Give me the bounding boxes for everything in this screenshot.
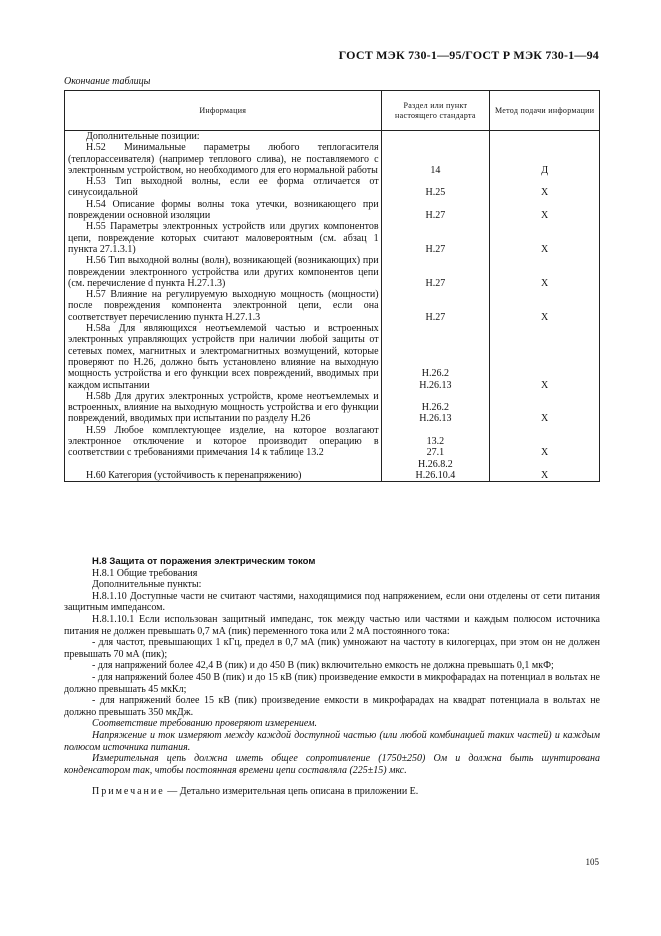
row-information: H.54 Описание формы волны тока утечки, возникающего при повреждении основной изоляции <box>65 199 382 222</box>
table-row <box>65 323 600 391</box>
section-ref: H.27 <box>425 243 446 255</box>
row-section <box>381 425 490 459</box>
row-section <box>381 142 490 176</box>
additional-positions-label: Дополнительные позиции: <box>65 131 382 143</box>
row-section <box>381 221 490 255</box>
row-information: H.56 Тип выходной волны (волн), возникающей (возникающих) при повреждении электронного устройства или других компонентов цепи (см. перечисление d пункта H.27.1.3) <box>65 255 382 289</box>
paragraph: - для напряжений более 15 кВ (пик) произведение емкости в микрофарадах на квадрат потенциала в вольтах не должно превышать 350 мкДж. <box>64 695 600 718</box>
row-method: X <box>490 391 600 425</box>
row-information: H.53 Тип выходной волны, если ее форма отличается от синусоидальной <box>65 176 382 199</box>
row-method: X <box>490 199 600 222</box>
table-row <box>65 391 600 425</box>
paragraph: H.8.1.10.1 Если использован защитный импеданс, ток между частью или частями и каждым полюсом источника питания не должен превышать 0,7 мА (пик) переменного тока или 2 мА постоянного тока: <box>64 613 600 637</box>
section-ref: H.27 <box>425 210 446 222</box>
table-row <box>65 425 600 459</box>
row-section <box>381 255 490 289</box>
page-number: 105 <box>585 857 599 867</box>
table-row <box>65 142 600 176</box>
table-caption: Окончание таблицы <box>64 76 151 87</box>
section-ref: H.27 <box>425 311 446 323</box>
row-information: H.55 Параметры электронных устройств или других компонентов цепи, повреждение которых считают маловероятным (см. абзац 1 пункта 27.1.3.1) <box>65 221 382 255</box>
section-ref: H.27 <box>425 277 446 289</box>
section-ref: 27.1 <box>426 447 445 459</box>
information-table <box>64 90 600 482</box>
table-row <box>65 199 600 222</box>
table-row <box>65 221 600 255</box>
document-body <box>64 556 600 798</box>
row-method: X <box>490 255 600 289</box>
document-header: ГОСТ МЭК 730-1—95/ГОСТ Р МЭК 730-1—94 <box>338 48 599 62</box>
row-section <box>381 391 490 425</box>
note-text: — Детально измерительная цепь описана в приложении E. <box>164 786 419 798</box>
paragraph: - для напряжений более 42,4 В (пик) и до 450 В (пик) включительно емкость не должна превышать 0,1 мкФ; <box>92 660 554 672</box>
paragraph: - для частот, превышающих 1 кГц, предел в 0,7 мА (пик) умножают на частоту в килогерцах, при этом он не должен превышать 70 мА (пик); <box>64 637 600 660</box>
italic-paragraph: Измерительная цепь должна иметь общее сопротивление (1750±250) Ом и должна быть шунтирована конденсатором так, чтобы постоянная времени цепи составляла (225±15) мкс. <box>64 753 600 776</box>
table-row <box>65 176 600 199</box>
row-method: Д <box>490 142 600 176</box>
table-row <box>65 255 600 289</box>
row-method: X <box>490 459 600 482</box>
section-title: H.8 Защита от поражения электрическим током <box>92 556 316 567</box>
section-ref: H.26.13 <box>419 379 452 391</box>
column-header-method: Метод подачи информации <box>490 91 600 131</box>
section-ref: H.25 <box>425 187 446 199</box>
row-method: X <box>490 289 600 323</box>
row-section <box>381 289 490 323</box>
row-section <box>381 199 490 222</box>
note <box>64 786 600 798</box>
section-ref: H.26.13 <box>419 413 452 425</box>
paragraph: - для напряжений более 450 В (пик) и до 15 кВ (пик) произведение емкости в микрофарадах на потенциал в вольтах не должно превышать 45 мкКл; <box>64 671 600 695</box>
row-method: X <box>490 425 600 459</box>
row-information: H.58a Для являющихся неотъемлемой частью и встроенных электронных управляющих устройств при наличии любой защиты от сетевых помех, магнитных и электромагнитных возмущений, которые проверяют по H.26, должно быть установлено влияние на выходную мощность устройства и его функции всех повреждений, вводимых при каждом испытании <box>65 323 382 391</box>
column-header-information: Информация <box>65 91 382 131</box>
section-ref: 14 <box>430 164 441 176</box>
section-ref: 13.2 <box>426 436 445 448</box>
paragraph: H.8.1.10 Доступные части не считают частями, находящимися под напряжением, если они отделены от сети питания защитным импедансом. <box>64 590 600 614</box>
row-method: X <box>490 221 600 255</box>
italic-paragraph: Соответствие требованию проверяют измерением. <box>92 718 317 730</box>
row-information: H.60 Категория (устойчивость к перенапряжению) <box>65 459 382 482</box>
section-ref: H.26.10.4 <box>415 469 456 481</box>
row-section <box>381 176 490 199</box>
row-method: X <box>490 176 600 199</box>
paragraph: Дополнительные пункты: <box>92 579 202 591</box>
row-information: H.59 Любое комплектующее изделие, на которое возлагают электронное отключение и которое производит операцию в соответствии с требованиями примечания 14 к таблице 13.2 <box>65 425 382 459</box>
row-information: H.57 Влияние на регулируемую выходную мощность (мощности) после повреждения компонента электронной цепи, если она соответствует перечислению пункта H.27.1.3 <box>65 289 382 323</box>
row-section <box>381 459 490 482</box>
italic-paragraph: Напряжение и ток измеряют между каждой доступной частью (или любой комбинацией таких частей) и каждым полюсом источника питания. <box>64 729 600 753</box>
row-information: H.52 Минимальные параметры любого теплогасителя (теплорассеивателя) (например теплового слива), не поставляемого с электронным устройством, но необходимого для его нормальной работы <box>65 142 382 176</box>
table-row <box>65 459 600 482</box>
note-label: Примечание <box>92 786 165 798</box>
column-header-section: Раздел или пункт настоящего стандарта <box>381 91 490 131</box>
table-row <box>65 289 600 323</box>
section-ref: H.26.8.2 <box>418 458 453 470</box>
row-section <box>381 323 490 391</box>
paragraph: H.8.1 Общие требования <box>92 567 198 579</box>
section-ref: H.26.2 <box>421 368 450 380</box>
row-information: H.58b Для других электронных устройств, кроме неотъемлемых и встроенных, влияние на выходную мощность устройства и его функции повреждений, вводимых при испытании по разделу H.26 <box>65 391 382 425</box>
section-ref: H.26.2 <box>421 402 450 414</box>
table-row <box>65 131 600 143</box>
row-method: X <box>490 323 600 391</box>
